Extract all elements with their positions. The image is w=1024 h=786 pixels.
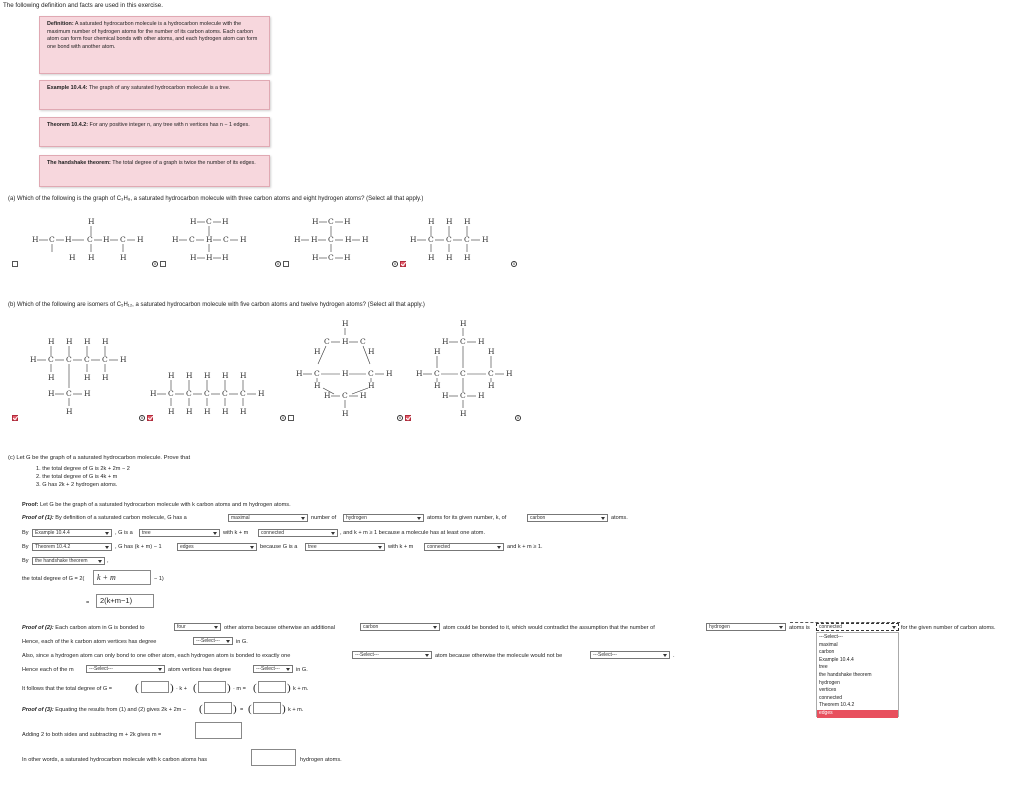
svg-text:H: H: [204, 407, 211, 416]
svg-text:C: C: [328, 253, 334, 262]
p1-select-2[interactable]: [343, 514, 424, 522]
dropdown-option[interactable]: connected: [819, 694, 843, 701]
svg-text:H: H: [186, 371, 193, 380]
follows-k-text: · k +: [176, 686, 188, 692]
svg-text:H: H: [446, 217, 453, 226]
svg-text:C: C: [464, 235, 470, 244]
svg-text:H: H: [478, 391, 485, 400]
option-b4-info-icon[interactable]: i: [397, 415, 403, 421]
svg-text:H: H: [120, 253, 127, 262]
option-a2-info-icon[interactable]: i: [152, 261, 158, 267]
handshake-label: The handshake theorem:: [47, 160, 111, 166]
option-a5-info-icon[interactable]: i: [511, 261, 517, 267]
part-c-item-1: 1. the total degree of G is 2k + 2m − 2: [36, 466, 130, 472]
example-label: Example 10.4.4:: [47, 85, 88, 91]
svg-text:H: H: [342, 319, 349, 328]
svg-text:C: C: [189, 235, 195, 244]
svg-text:H: H: [342, 337, 349, 346]
hence2-select-2-value: ---Select---: [256, 666, 280, 672]
svg-text:H: H: [69, 253, 76, 262]
p2-label: Proof of (2):: [22, 625, 54, 631]
svg-text:H: H: [345, 235, 352, 244]
r3-select-2-value: edges: [180, 544, 194, 550]
theorem-box: [39, 117, 270, 147]
svg-text:H: H: [102, 373, 109, 382]
r3-select-1-value: Theorem 10.4.2: [35, 544, 71, 550]
p1-label: Proof of (1):: [22, 515, 54, 521]
svg-text:C: C: [87, 235, 93, 244]
part-c-item-3: 3. G has 2k + 2 hydrogen atoms.: [36, 482, 118, 488]
option-a4-checkbox[interactable]: [400, 261, 406, 267]
r4-select-1-value: the handshake theorem: [35, 558, 88, 564]
p1-select-3-value: carbon: [530, 515, 546, 521]
svg-text:H: H: [324, 391, 331, 400]
r3-select-1[interactable]: [32, 543, 112, 551]
proof-intro-text: Let G be the graph of a saturated hydrocarbon molecule with k carbon atoms and m hydrogen atoms.: [40, 502, 291, 508]
svg-text:H: H: [190, 217, 197, 226]
svg-text:C: C: [360, 337, 366, 346]
r2-select-3-value: connected: [261, 530, 285, 536]
svg-text:H: H: [428, 253, 435, 262]
svg-text:C: C: [222, 389, 228, 398]
svg-text:H: H: [48, 389, 55, 398]
minus-one: − 1): [154, 576, 164, 582]
svg-text:C: C: [324, 337, 330, 346]
dropdown-option[interactable]: tree: [819, 664, 828, 671]
svg-text:H: H: [386, 369, 393, 378]
follows-end-text: k + m.: [293, 686, 309, 692]
svg-text:H: H: [434, 347, 441, 356]
svg-text:H: H: [190, 253, 197, 262]
r2-select-1-value: Example 10.4.4: [35, 530, 70, 536]
p2-text-e: for the given number of carbon atoms.: [901, 625, 996, 631]
option-a2-checkbox[interactable]: [160, 261, 166, 267]
svg-text:C: C: [460, 369, 466, 378]
svg-text:H: H: [312, 217, 319, 226]
dropdown-list[interactable]: [816, 632, 899, 717]
r3-text-a: , G has (k + m) − 1: [115, 544, 162, 550]
p1-select-1-value: maximal: [231, 515, 250, 521]
svg-text:H: H: [478, 337, 485, 346]
hence1-select-value: ---Select---: [196, 638, 220, 644]
part-c-intro: (c) Let G be the graph of a saturated hydrocarbon molecule. Prove that: [8, 455, 191, 461]
r3-by: By: [22, 544, 29, 550]
svg-text:H: H: [488, 347, 495, 356]
r2-select-2-value: tree: [142, 530, 151, 536]
molecule-a3: [290, 214, 390, 264]
svg-text:C: C: [204, 389, 210, 398]
r3-text-c: with k + m: [388, 544, 414, 550]
svg-text:C: C: [328, 235, 334, 244]
r4-by: By: [22, 558, 29, 564]
svg-text:H: H: [66, 407, 73, 416]
svg-text:C: C: [460, 391, 466, 400]
svg-text:C: C: [368, 369, 374, 378]
svg-text:H: H: [296, 369, 303, 378]
r2-select-2[interactable]: [139, 529, 220, 537]
svg-text:H: H: [84, 373, 91, 382]
molecule-b3: [292, 316, 402, 422]
also-select-1[interactable]: [352, 651, 432, 659]
svg-text:H: H: [464, 217, 471, 226]
svg-text:H: H: [258, 389, 265, 398]
svg-text:H: H: [416, 369, 423, 378]
svg-text:H: H: [186, 407, 193, 416]
svg-text:H: H: [222, 371, 229, 380]
r2-text-c: , and k + m ≥ 1 because a molecule has at least one atom.: [340, 530, 486, 536]
proof-intro-label: Proof:: [22, 502, 39, 508]
r3-select-3-value: tree: [308, 544, 317, 550]
p3-label: Proof of (3):: [22, 707, 54, 713]
svg-text:H: H: [342, 409, 349, 418]
svg-text:H: H: [446, 253, 453, 262]
svg-text:C: C: [328, 217, 334, 226]
svg-text:C: C: [223, 235, 229, 244]
other-words-text: In other words, a saturated hydrocarbon molecule with k carbon atoms has: [22, 757, 208, 763]
svg-text:C: C: [314, 369, 320, 378]
handshake-box: [39, 155, 270, 187]
proof-intro: [22, 502, 291, 508]
r3-select-2[interactable]: [177, 543, 257, 551]
svg-text:H: H: [65, 235, 72, 244]
hence2-select-2[interactable]: [253, 665, 293, 673]
p2-text-d: atoms is: [789, 625, 810, 631]
svg-text:H: H: [314, 347, 321, 356]
dropdown-option[interactable]: maximal: [819, 641, 838, 648]
svg-text:H: H: [410, 235, 417, 244]
svg-text:H: H: [84, 389, 91, 398]
molecule-b1: [26, 334, 136, 418]
svg-text:H: H: [48, 337, 55, 346]
r4-text-a: ,: [107, 558, 109, 564]
svg-text:H: H: [137, 235, 144, 244]
r3-text-b: because G is a: [260, 544, 298, 550]
p1-text-a: By definition of a saturated carbon molecule, G has a: [55, 515, 187, 521]
follows-m-input[interactable]: [198, 681, 226, 693]
svg-text:H: H: [344, 253, 351, 262]
p2-select-1-value: four: [177, 624, 186, 630]
other-words-input[interactable]: [251, 749, 296, 766]
p3-text-a: Equating the results from (1) and (2) gives 2k + 2m −: [55, 707, 187, 713]
km-input[interactable]: k + m: [93, 570, 151, 585]
hence1-text-b: in G.: [236, 639, 248, 645]
svg-text:H: H: [222, 253, 229, 262]
option-a4-info-icon[interactable]: i: [392, 261, 398, 267]
molecule-b4: [412, 316, 522, 422]
example-box: [39, 80, 270, 110]
follows-m-text: · m =: [233, 686, 246, 692]
p3-equals: =: [240, 707, 244, 713]
svg-text:H: H: [84, 337, 91, 346]
p1-line: [22, 515, 187, 521]
r2-by: By: [22, 530, 29, 536]
dropdown-option-highlighted[interactable]: edges: [817, 710, 898, 718]
svg-text:H: H: [168, 407, 175, 416]
definition-label: Definition:: [47, 21, 74, 27]
svg-text:C: C: [84, 355, 90, 364]
theorem-text: For any positive integer n, any tree with n vertices has n − 1 edges.: [89, 122, 250, 128]
svg-text:H: H: [428, 217, 435, 226]
svg-text:H: H: [240, 407, 247, 416]
also-select-2-value: ---Select---: [593, 652, 617, 658]
svg-text:H: H: [168, 371, 175, 380]
svg-text:H: H: [360, 391, 367, 400]
also-select-2[interactable]: [590, 651, 670, 659]
option-a3-info-icon[interactable]: i: [275, 261, 281, 267]
p1-text-b: number of: [311, 515, 337, 521]
intro-text: The following definition and facts are used in this exercise.: [3, 2, 163, 9]
dropdown-option[interactable]: carbon: [819, 649, 835, 656]
p3-line: [22, 707, 186, 713]
svg-text:H: H: [120, 355, 127, 364]
svg-text:H: H: [460, 319, 467, 328]
svg-text:H: H: [66, 337, 73, 346]
p2-select-3-value: hydrogen: [709, 624, 730, 630]
r3-text-d: and k + m ≥ 1.: [507, 544, 543, 550]
r4-select-1[interactable]: [32, 557, 105, 565]
svg-text:C: C: [342, 391, 348, 400]
svg-text:C: C: [168, 389, 174, 398]
hence1-text-a: Hence, each of the k carbon atom vertices has degree: [22, 639, 157, 645]
svg-text:C: C: [120, 235, 126, 244]
svg-text:H: H: [102, 337, 109, 346]
svg-text:H: H: [442, 391, 449, 400]
hence2-text-a: Hence each of the m: [22, 667, 74, 673]
p2-text-c: atom could be bonded to it, which would contradict the assumption that the number of: [443, 625, 655, 631]
svg-text:C: C: [446, 235, 452, 244]
svg-text:C: C: [49, 235, 55, 244]
r3-select-3[interactable]: [305, 543, 385, 551]
svg-text:H: H: [344, 217, 351, 226]
dropdown-option[interactable]: ---Select---: [819, 634, 843, 640]
svg-text:C: C: [488, 369, 494, 378]
r3-select-4[interactable]: [424, 543, 504, 551]
svg-text:C: C: [48, 355, 54, 364]
total-degree-label: the total degree of G = 2(: [22, 576, 85, 582]
result-input[interactable]: 2(k+m−1): [96, 594, 154, 608]
svg-text:H: H: [240, 371, 247, 380]
svg-text:H: H: [314, 381, 321, 390]
option-b2-info-icon[interactable]: i: [139, 415, 145, 421]
svg-text:H: H: [460, 409, 467, 418]
r2-select-3[interactable]: [258, 529, 338, 537]
p3-input-1[interactable]: [204, 702, 232, 714]
p2-line: [22, 625, 145, 631]
definition-text: A saturated hydrocarbon molecule is a hydrocarbon molecule with the maximum number of hydrogen atoms for the number of its carbon atoms. Each carbon atom can form four chemical bonds with other atoms, and each hydrogen atom can form one bond with another atom.: [47, 21, 258, 50]
svg-text:H: H: [312, 253, 319, 262]
option-a1-checkbox[interactable]: [12, 261, 18, 267]
part-c-item-2: 2. the total degree of G is 4k + m: [36, 474, 118, 480]
svg-text:C: C: [428, 235, 434, 244]
p1-select-1[interactable]: [228, 514, 308, 522]
part-b-question: (b) Which of the following are isomers of C₅H₁₂, a saturated hydrocarbon molecule with five carbon atoms and twelve hydrogen atoms? (Select all that apply.): [8, 302, 425, 308]
adding-text: Adding 2 to both sides and subtracting m + 2k gives m =: [22, 732, 162, 738]
svg-text:H: H: [464, 253, 471, 262]
svg-text:C: C: [240, 389, 246, 398]
p3-input-2[interactable]: [253, 702, 281, 714]
svg-text:H: H: [222, 217, 229, 226]
svg-text:H: H: [482, 235, 489, 244]
svg-text:H: H: [442, 337, 449, 346]
p3-text-c: k + m.: [288, 707, 304, 713]
r2-text-b: with k + m: [223, 530, 249, 536]
p2-select-3[interactable]: [706, 623, 786, 631]
p1-select-2-value: hydrogen: [346, 515, 367, 521]
hence1-select[interactable]: [193, 637, 233, 645]
svg-text:H: H: [311, 235, 318, 244]
p2-select-4[interactable]: [816, 623, 899, 631]
p1-select-3[interactable]: [527, 514, 608, 522]
molecule-b2: [146, 368, 276, 418]
p2-select-1[interactable]: [174, 623, 221, 631]
svg-text:H: H: [368, 347, 375, 356]
also-text-a: Also, since a hydrogen atom can only bond to one other atom, each hydrogen atom is bonded to exactly one: [22, 653, 291, 659]
definition-box: [39, 16, 270, 74]
svg-text:H: H: [434, 381, 441, 390]
dropdown-option[interactable]: hydrogen: [819, 679, 840, 686]
p2-select-2-value: carbon: [363, 624, 379, 630]
svg-text:H: H: [88, 217, 95, 226]
other-words-end: hydrogen atoms.: [300, 757, 342, 763]
svg-text:H: H: [172, 235, 179, 244]
option-a3-checkbox[interactable]: [283, 261, 289, 267]
svg-text:C: C: [102, 355, 108, 364]
svg-text:H: H: [32, 235, 39, 244]
r2-select-1[interactable]: [32, 529, 112, 537]
molecule-a2: [168, 214, 268, 264]
hence2-select-1-value: ---Select---: [89, 666, 113, 672]
svg-text:H: H: [206, 253, 213, 262]
r3-select-4-value: connected: [427, 544, 451, 550]
follows-result-input[interactable]: [258, 681, 286, 693]
theorem-label: Theorem 10.4.2:: [47, 122, 89, 128]
follows-k-input[interactable]: [141, 681, 169, 693]
r2-text-a: , G is a: [115, 530, 133, 536]
hence2-text-c: in G.: [296, 667, 308, 673]
dropdown-option[interactable]: Theorem 10.4.2: [819, 702, 855, 709]
svg-text:H: H: [150, 389, 157, 398]
p2-text-b: other atoms because otherwise an additional: [224, 625, 336, 631]
molecule-a1: [26, 214, 156, 264]
option-b1-checkbox[interactable]: [12, 415, 18, 421]
svg-text:H: H: [368, 381, 375, 390]
svg-text:C: C: [66, 389, 72, 398]
equals-sign: =: [86, 600, 90, 606]
follows-text-a: It follows that the total degree of G =: [22, 686, 113, 692]
svg-text:H: H: [362, 235, 369, 244]
svg-text:H: H: [342, 369, 349, 378]
handshake-text: The total degree of a graph is twice the number of its edges.: [112, 160, 256, 166]
option-b3-info-icon[interactable]: i: [280, 415, 286, 421]
svg-text:H: H: [222, 407, 229, 416]
also-select-1-value: ---Select---: [355, 652, 379, 658]
svg-text:H: H: [88, 253, 95, 262]
p2-select-4-value: connected: [819, 624, 843, 630]
part-a-question: (a) Which of the following is the graph of C₃H₈, a saturated hydrocarbon molecule with three carbon atoms and eight hydrogen atoms? (Select all that apply.): [8, 196, 424, 202]
also-text-b: atom because otherwise the molecule would not be: [435, 653, 563, 659]
option-b5-info-icon[interactable]: i: [515, 415, 521, 421]
svg-text:H: H: [103, 235, 110, 244]
svg-text:H: H: [48, 373, 55, 382]
dropdown-option[interactable]: vertices: [819, 687, 837, 694]
svg-text:C: C: [460, 337, 466, 346]
svg-text:H: H: [30, 355, 37, 364]
p2-text-a: Each carbon atom in G is bonded to: [55, 625, 145, 631]
example-text: The graph of any saturated hydrocarbon molecule is a tree.: [88, 85, 231, 91]
option-b4-checkbox[interactable]: [405, 415, 411, 421]
adding-input[interactable]: [195, 722, 242, 739]
svg-text:H: H: [204, 371, 211, 380]
option-b3-checkbox[interactable]: [288, 415, 294, 421]
svg-text:H: H: [488, 381, 495, 390]
option-b2-checkbox[interactable]: [147, 415, 153, 421]
p2-select-2[interactable]: [360, 623, 440, 631]
svg-text:C: C: [66, 355, 72, 364]
svg-text:C: C: [434, 369, 440, 378]
svg-text:C: C: [186, 389, 192, 398]
p1-text-d: atoms.: [611, 515, 628, 521]
hence2-select-1[interactable]: [86, 665, 165, 673]
svg-text:H: H: [206, 235, 213, 244]
svg-text:H: H: [506, 369, 513, 378]
hence2-text-b: atom vertices has degree: [168, 667, 231, 673]
svg-text:H: H: [240, 235, 247, 244]
p1-text-c: atoms for its given number, k, of: [427, 515, 507, 521]
dropdown-option[interactable]: Example 10.4.4: [819, 656, 854, 663]
dropdown-option[interactable]: the handshake theorem: [819, 671, 872, 678]
molecule-a4: [406, 214, 506, 264]
svg-text:C: C: [206, 217, 212, 226]
svg-text:H: H: [294, 235, 301, 244]
